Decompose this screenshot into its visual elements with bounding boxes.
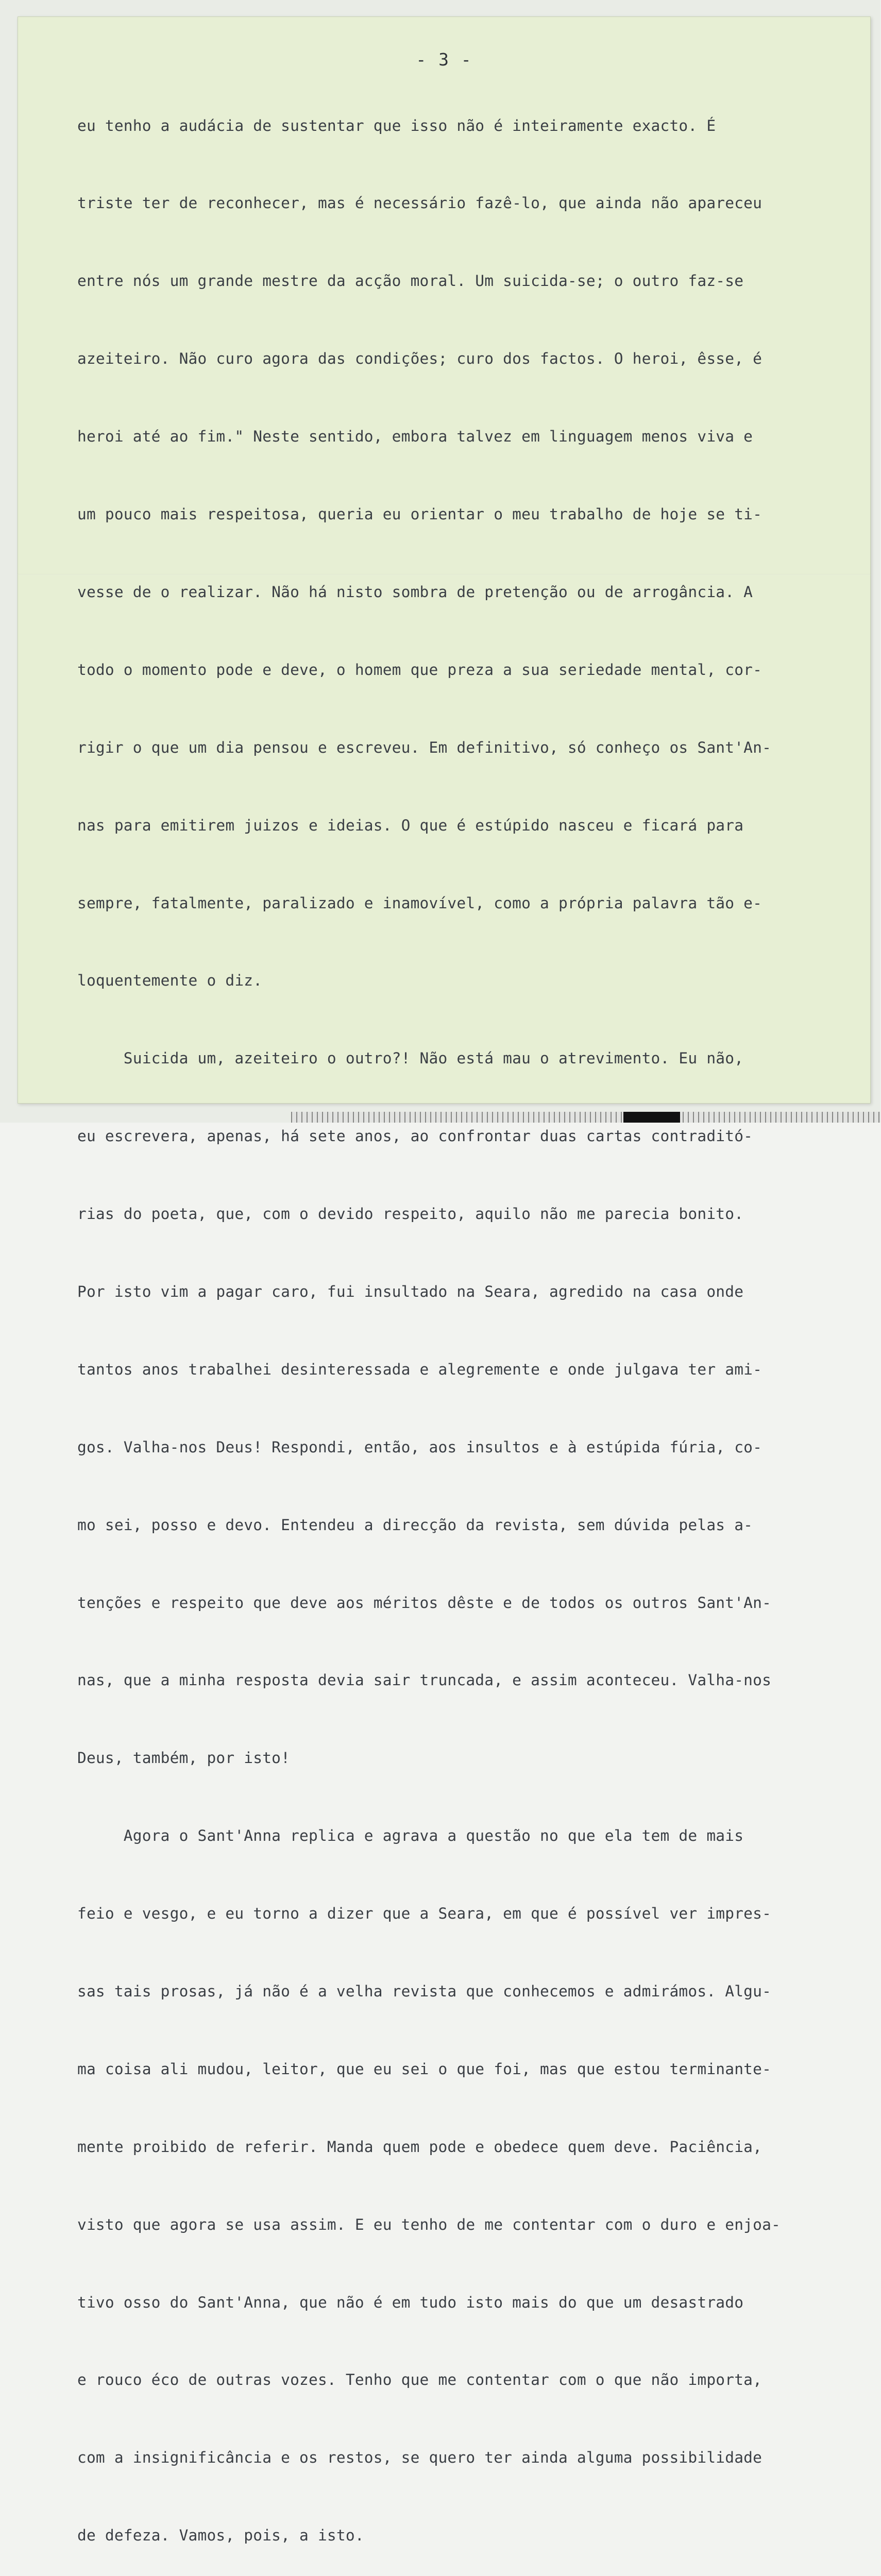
text-line: mo sei, posso e devo. Entendeu a direcção da revista, sem dúvida pelas a- <box>77 1516 753 1534</box>
text-line: Agora o Sant'Anna replica e agrava a questão no que ela tem de mais <box>77 1827 744 1845</box>
text-line: de defeza. Vamos, pois, a isto. <box>77 2527 364 2545</box>
page-number: - 3 - <box>416 49 472 70</box>
scale-ruler <box>291 1112 880 1123</box>
text-line: nas, que a minha resposta devia sair truncada, e assim aconteceu. Valha-nos <box>77 1671 772 1689</box>
text-line: azeiteiro. Não curo agora das condições; curo dos factos. O heroi, êsse, é <box>77 350 763 368</box>
text-line: triste ter de reconhecer, mas é necessário fazê-lo, que ainda não apareceu <box>77 194 763 212</box>
text-line: Suicida um, azeiteiro o outro?! Não está mau o atrevimento. Eu não, <box>77 1049 744 1067</box>
text-line: nas para emitirem juizos e ideias. O que é estúpido nasceu e ficará para <box>77 816 744 834</box>
text-line: um pouco mais respeitosa, queria eu orientar o meu trabalho de hoje se ti- <box>77 505 763 523</box>
text-line: eu escrevera, apenas, há sete anos, ao confrontar duas cartas contraditó- <box>77 1127 753 1145</box>
text-line: heroi até ao fim." Neste sentido, embora talvez em linguagem menos viva e <box>77 428 753 446</box>
text-line: todo o momento pode e deve, o homem que preza a sua seriedade mental, cor- <box>77 660 763 679</box>
text-line: visto que agora se usa assim. E eu tenho de me contentar com o duro e enjoa- <box>77 2215 781 2233</box>
text-line: sas tais prosas, já não é a velha revista que conhecemos e admirámos. Algu- <box>77 1982 772 2000</box>
text-line: feio e vesgo, e eu torno a dizer que a Seara, em que é possível ver impres- <box>77 1905 772 1923</box>
text-line: rigir o que um dia pensou e escreveu. Em definitivo, só conheço os Sant'An- <box>77 738 772 756</box>
text-line: com a insignificância e os restos, se quero ter ainda alguma possibilidade <box>77 2449 763 2467</box>
scale-ruler-block <box>623 1112 680 1123</box>
text-line: rias do poeta, que, com o devido respeito, aquilo não me parecia bonito. <box>77 1205 744 1223</box>
text-line: Por isto vim a pagar caro, fui insultado na Seara, agredido na casa onde <box>77 1282 744 1300</box>
text-line: Deus, também, por isto! <box>77 1749 291 1767</box>
text-line: ma coisa ali mudou, leitor, que eu sei o que foi, mas que estou terminante- <box>77 2060 772 2078</box>
text-line: mente proibido de referir. Manda quem pode e obedece quem deve. Paciência, <box>77 2138 763 2156</box>
text-line: vesse de o realizar. Não há nisto sombra de pretenção ou de arrogância. A <box>77 583 753 601</box>
text-line: eu tenho a audácia de sustentar que isso não é inteiramente exacto. É <box>77 116 716 134</box>
text-line: loquentemente o diz. <box>77 972 263 990</box>
text-line: entre nós um grande mestre da acção moral. Um suicida-se; o outro faz-se <box>77 272 744 290</box>
body-text <box>77 61 881 2576</box>
text-line: gos. Valha-nos Deus! Respondi, então, aos insultos e à estúpida fúria, co- <box>77 1438 763 1456</box>
text-line: tantos anos trabalhei desinteressada e alegremente e onde julgava ter ami- <box>77 1360 763 1378</box>
text-line: e rouco éco de outras vozes. Tenho que me contentar com o que não importa, <box>77 2371 763 2389</box>
text-line: tivo osso do Sant'Anna, que não é em tudo isto mais do que um desastrado <box>77 2293 744 2311</box>
text-line: tenções e respeito que deve aos méritos dêste e de todos os outros Sant'An- <box>77 1594 772 1612</box>
text-line: sempre, fatalmente, paralizado e inamovível, como a própria palavra tão e- <box>77 894 763 912</box>
